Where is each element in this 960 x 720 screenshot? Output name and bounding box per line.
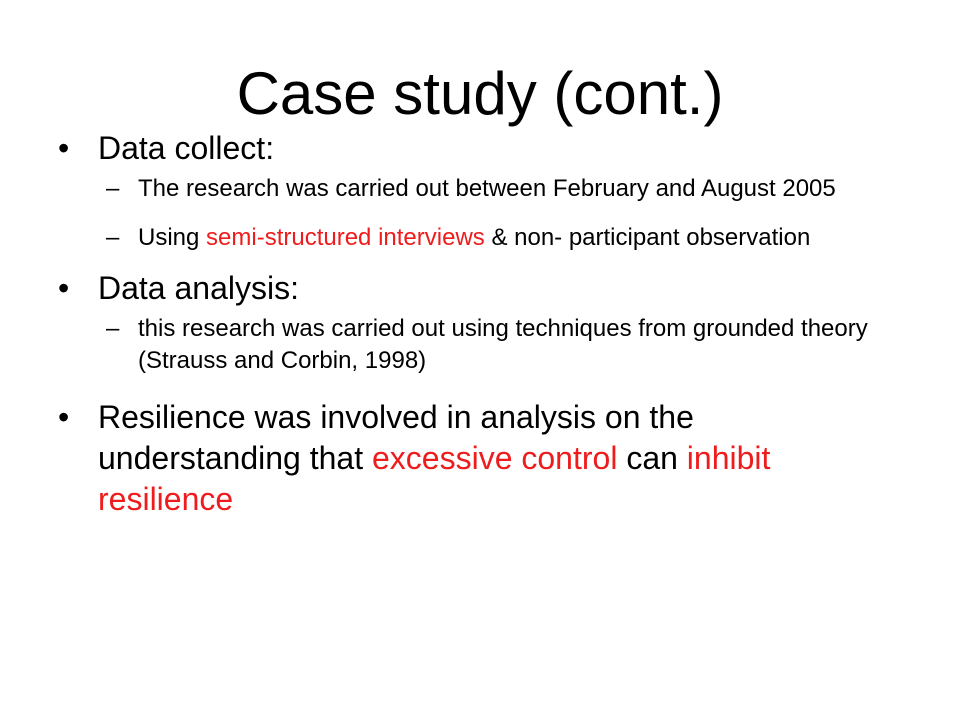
bullet-text: Data collect: [98, 130, 275, 166]
bullet-text-middle: can [617, 440, 687, 476]
sub-bullet-text: this research was carried out using techniques from grounded theory (Strauss and Corbin, 1998) [138, 315, 868, 374]
highlight-inhibit-resilience: inhibit resilience [98, 440, 771, 517]
dash-mark: – [106, 224, 120, 251]
slide-content [58, 122, 888, 520]
highlight-excessive-control: excessive control [371, 440, 618, 476]
bullet-mark: • [58, 399, 70, 435]
bullet-resilience [58, 397, 888, 520]
sub-bullet-research-period [58, 173, 888, 205]
sub-bullet-text-prefix: Using [138, 224, 207, 251]
sub-bullet-grounded-theory [58, 313, 888, 377]
highlight-semi-structured-interviews: semi-structured interviews [206, 224, 485, 251]
sub-bullet-text-suffix: & non- participant observation [484, 224, 811, 251]
bullet-text: Data analysis: [98, 270, 299, 306]
sub-bullet-text: The research was carried out between February and August 2005 [138, 175, 836, 202]
slide-title: Case study (cont.) [236, 60, 724, 127]
bullet-data-collect [58, 128, 888, 169]
bullet-mark: • [58, 270, 70, 306]
bullet-mark: • [58, 130, 70, 166]
dash-mark: – [106, 315, 120, 342]
bullet-text-prefix: Resilience was involved in analysis on the understanding that [98, 399, 694, 476]
dash-mark: – [106, 175, 120, 202]
sub-bullet-methods [58, 222, 888, 254]
bullet-data-analysis [58, 268, 888, 309]
